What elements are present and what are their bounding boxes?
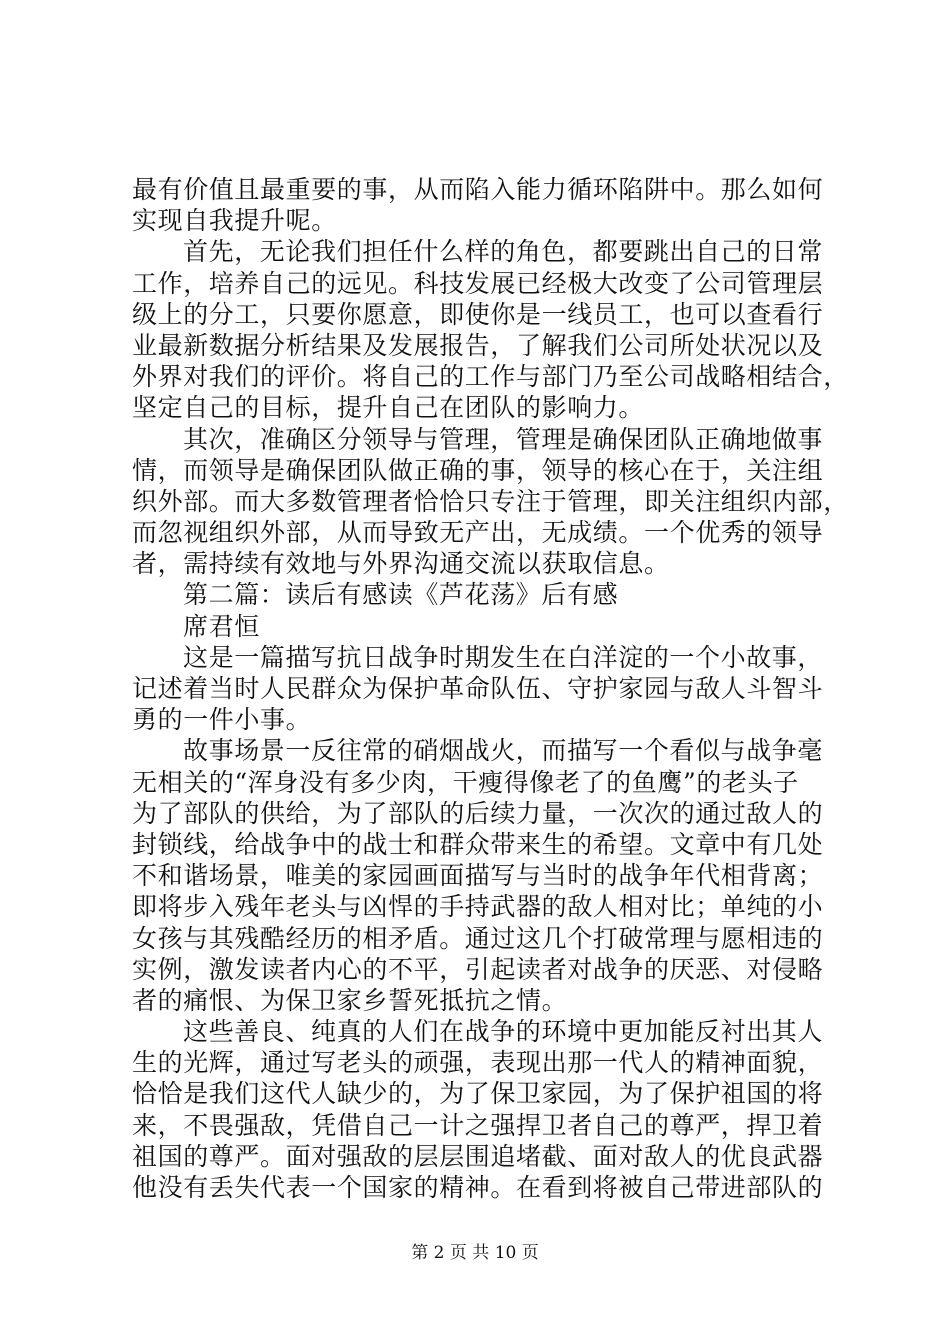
text-line: 不和谐场景，唯美的家园画面描写与当时的战争年代相背离； [132, 861, 824, 891]
text-line: 这些善良、纯真的人们在战争的环境中更加能反衬出其人 [183, 1017, 824, 1047]
text-line: 实例，激发读者内心的不平，引起读者对战争的厌恶、对侵略 [132, 954, 824, 984]
text-line: 最有价值且最重要的事，从而陷入能力循环陷阱中。那么如何 [132, 175, 824, 204]
text-line: 者的痛恨、为保卫家乡誓死抵抗之情。 [132, 985, 568, 1015]
text-line: 实现自我提升呢。 [132, 206, 337, 236]
text-line: 为了部队的供给，为了部队的后续力量，一次次的通过敌人的 [132, 798, 824, 828]
text-line: 者，需持续有效地与外界沟通交流以获取信息。 [132, 549, 670, 579]
text-line: 席君恒 [183, 611, 260, 641]
text-line: 而忽视组织外部，从而导致无产出，无成绩。一个优秀的领导 [132, 518, 824, 548]
text-line: 织外部。而大多数管理者恰恰只专注于管理，即关注组织内部， [132, 486, 849, 516]
text-line: 工作，培养自己的远见。科技发展已经极大改变了公司管理层 [132, 268, 824, 298]
text-line: 恰恰是我们这代人缺少的，为了保卫家园，为了保护祖国的将 [132, 1079, 824, 1109]
text-line: 来，不畏强敌，凭借自己一计之强捍卫者自己的尊严，捍卫着 [132, 1110, 824, 1140]
text-line: 故事场景一反往常的硝烟战火，而描写一个看似与战争毫 [183, 736, 824, 766]
text-line: 第二篇：读后有感读《芦花荡》后有感 [183, 580, 619, 610]
text-line: 业最新数据分析结果及发展报告，了解我们公司所处状况以及 [132, 330, 824, 360]
text-line: 勇的一件小事。 [132, 705, 312, 735]
text-line: 祖国的尊严。面对强敌的层层围追堵截、面对敌人的优良武器 [132, 1141, 824, 1171]
text-line: 女孩与其残酷经历的相矛盾。通过这几个打破常理与愿相违的 [132, 923, 824, 953]
text-line: 他没有丢失代表一个国家的精神。在看到将被自己带进部队的 [132, 1173, 824, 1202]
document-body [132, 174, 849, 1203]
text-line: 这是一篇描写抗日战争时期发生在白洋淀的一个小故事， [183, 642, 824, 672]
text-line: 级上的分工，只要你愿意，即使你是一线员工，也可以查看行 [132, 299, 824, 329]
text-line: 外界对我们的评价。将自己的工作与部门乃至公司战略相结合， [132, 362, 849, 392]
text-line: 其次，准确区分领导与管理，管理是确保团队正确地做事 [183, 424, 824, 454]
text-line: 无相关的“浑身没有多少肉，干瘦得像老了的鱼鹰”的老头子 [132, 767, 799, 797]
text-line: 坚定自己的目标，提升自己在团队的影响力。 [132, 393, 645, 423]
text-line: 首先，无论我们担任什么样的角色，都要跳出自己的日常 [183, 237, 824, 267]
text-line: 情，而领导是确保团队做正确的事，领导的核心在于，关注组 [132, 455, 824, 485]
page-footer: 第 2 页 共 10 页 [411, 1243, 539, 1263]
text-line: 记述着当时人民群众为保护革命队伍、守护家园与敌人斗智斗 [132, 674, 824, 703]
text-line: 即将步入残年老头与凶悍的手持武器的敌人相对比；单纯的小 [132, 892, 824, 922]
text-line: 生的光辉，通过写老头的顽强，表现出那一代人的精神面貌， [132, 1048, 824, 1078]
text-line: 封锁线，给战争中的战士和群众带来生的希望。文章中有几处 [132, 829, 824, 859]
